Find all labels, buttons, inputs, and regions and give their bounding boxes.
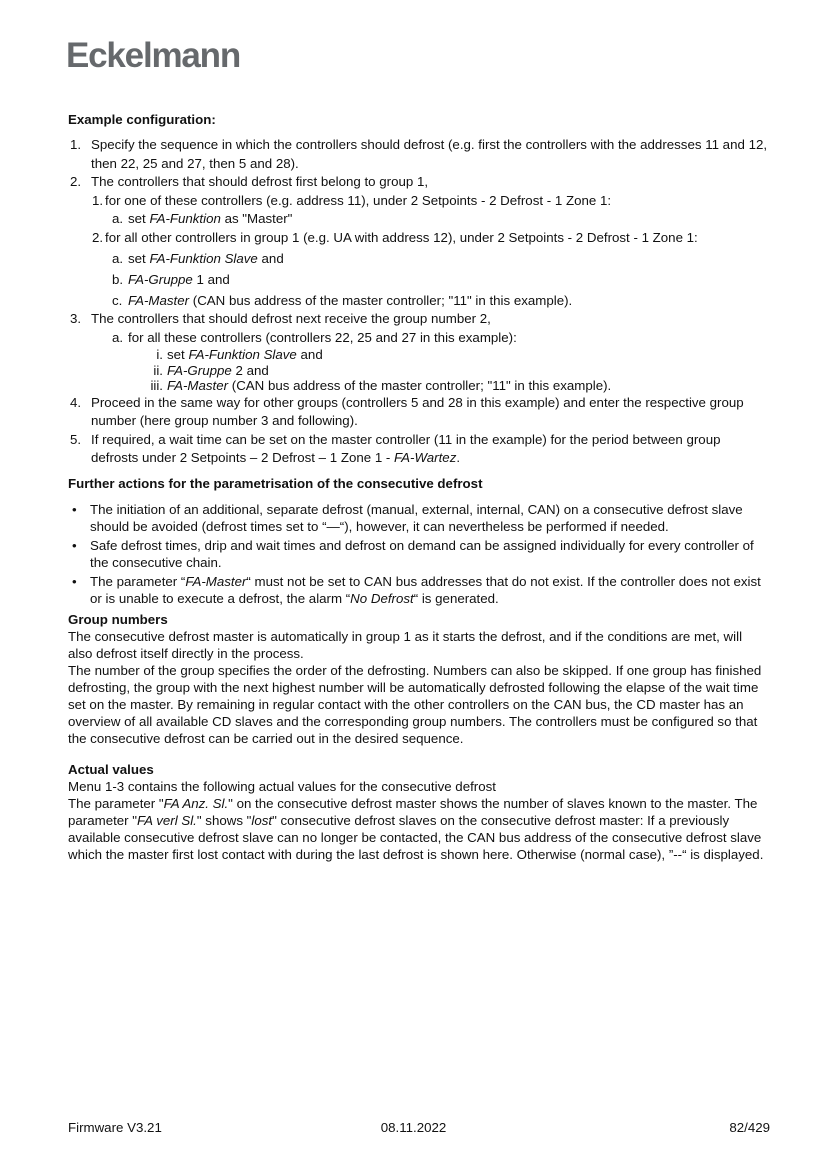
paragraph — [68, 795, 770, 863]
list-marker: iii. — [150, 378, 163, 393]
list-item — [68, 173, 770, 192]
paragraph — [68, 662, 770, 747]
list-item — [68, 210, 770, 229]
section-heading — [68, 111, 770, 128]
document-body — [68, 76, 770, 863]
text-run: FA-Funktion Slave — [188, 347, 297, 362]
list-marker: b. — [112, 271, 124, 287]
text-run: “ is generated. — [413, 590, 499, 606]
list-marker: a. — [112, 250, 124, 266]
list-item — [68, 394, 770, 431]
list-item — [68, 229, 770, 248]
list-marker: c. — [112, 292, 123, 308]
section-heading — [68, 761, 770, 778]
bullet-icon: • — [72, 537, 77, 553]
list-item — [68, 136, 770, 173]
brand-logo: Eckelmann — [66, 36, 241, 75]
list-item — [68, 310, 770, 329]
list-item — [68, 292, 770, 311]
list-item — [68, 250, 770, 269]
text-run: Safe defrost times, drip and wait times and defrost on demand can be assigned individually for every controller of the consecutive chain. — [90, 537, 754, 570]
page-footer — [0, 1119, 827, 1139]
text-run: “ must not be set to CAN bus addresses that do not exist. If the controller does not exist or is unable to execute a defrost, the alarm “ — [90, 573, 761, 606]
text-run: Example configuration: — [68, 112, 216, 127]
text-run: FA-Master — [167, 378, 229, 393]
text-run: Proceed in the same way for other groups (controllers 5 and 28 in this example) and enter the respective group number (here group number 3 and following). — [91, 394, 744, 428]
text-run: and — [296, 347, 323, 362]
text-run: " consecutive defrost slaves on the consecutive defrost master: If a previously available consecutive defrost slave can no longer be contacted, the CAN bus address of the consecutive defrost slave which the master first lost contact with during the last defrost is shown here. Otherwise (normal case), ”--“ is displayed. — [68, 812, 764, 862]
section-heading — [68, 611, 770, 628]
text-run: 2 and — [231, 362, 269, 378]
text-run: and — [257, 250, 284, 266]
list-item — [68, 271, 770, 290]
list-marker: i. — [156, 347, 163, 362]
text-run: Group numbers — [68, 611, 168, 627]
text-run: for one of these controllers (e.g. address 11), under 2 Setpoints - 2 Defrost - 1 Zone 1: — [105, 192, 612, 208]
list-item — [68, 363, 770, 379]
list-marker: 1. — [92, 192, 104, 208]
text-run: 1 and — [192, 271, 230, 287]
text-run: The initiation of an additional, separate defrost (manual, external, internal, CAN) on a consecutive defrost slave should be avoided (defrost times set to “—“), however, it can nevertheless be performed if needed. — [90, 501, 743, 534]
paragraph — [68, 628, 770, 662]
list-item — [68, 329, 770, 348]
list-item — [68, 347, 770, 363]
text-run: FA Anz. Sl. — [163, 795, 229, 811]
text-run: The parameter " — [68, 795, 164, 811]
text-run: FA-Master — [185, 573, 247, 589]
paragraph — [68, 778, 770, 795]
text-run: set — [128, 250, 150, 266]
text-run: The controllers that should defrost first belong to group 1, — [91, 174, 429, 189]
text-run: for all these controllers (controllers 22, 25 and 27 in this example): — [128, 329, 517, 345]
text-run: (CAN bus address of the master controller; "11" in this example). — [228, 378, 612, 393]
text-run: as "Master" — [220, 211, 293, 226]
footer-page-number: 82/429 — [729, 1120, 770, 1135]
list-item — [68, 537, 770, 571]
text-run: FA-Funktion — [149, 211, 221, 226]
list-marker: a. — [112, 211, 124, 226]
list-marker: 2. — [70, 174, 82, 189]
list-marker: 1. — [70, 137, 82, 152]
list-marker: 5. — [70, 431, 82, 447]
text-run: FA verl Sl. — [137, 812, 197, 828]
bullet-icon: • — [72, 573, 77, 589]
footer-date: 08.11.2022 — [380, 1120, 447, 1135]
list-item — [68, 431, 770, 468]
text-run: No Defrost — [350, 590, 414, 606]
list-marker: ii. — [153, 362, 163, 378]
text-run: FA-Wartez — [394, 450, 457, 465]
bullet-icon: • — [72, 501, 77, 517]
text-run: set — [167, 347, 189, 362]
text-run: FA-Gruppe — [128, 271, 193, 287]
list-item — [68, 501, 770, 535]
list-marker: 4. — [70, 394, 82, 410]
text-run: Specify the sequence in which the controllers should defrost (e.g. first the controllers with the addresses 11 and 12, then 22, 25 and 27, then 5 and 28). — [91, 137, 768, 171]
text-run: " shows " — [196, 812, 252, 828]
list-marker: 3. — [70, 311, 82, 326]
spacer — [68, 747, 770, 761]
text-run: If required, a wait time can be set on the master controller (11 in the example) for the period between group defrosts under 2 Setpoints – 2 Defrost – 1 Zone 1 - — [91, 431, 721, 465]
text-run: FA-Gruppe — [167, 362, 232, 378]
text-run: " on the consecutive defrost master shows the number of slaves known to the master. The parameter " — [68, 795, 758, 828]
section-heading — [68, 475, 770, 492]
text-run: The consecutive defrost master is automatically in group 1 as it starts the defrost, and if the conditions are met, will also defrost itself directly in the process. — [68, 628, 743, 661]
text-run: set — [128, 211, 150, 226]
text-run: Menu 1-3 contains the following actual values for the consecutive defrost — [68, 778, 496, 794]
list-marker: a. — [112, 329, 124, 345]
text-run: The number of the group specifies the order of the defrosting. Numbers can also be skipped. If one group has finished defrosting, the group with the next highest number will be automatically defrosted following the elapse of the wait time set on the master. By remaining in regular contact with the other controllers on the CAN bus, the CD master has an overview of all available CD slaves and the corresponding group numbers. The controllers must be configured so that the consecutive defrost can be carried out in the desired sequence. — [68, 662, 762, 746]
list-item — [68, 192, 770, 211]
footer-firmware-version: Firmware V3.21 — [68, 1120, 162, 1135]
list-item — [68, 573, 770, 607]
text-run: for all other controllers in group 1 (e.g. UA with address 12), under 2 Setpoints - 2 Defrost - 1 Zone 1: — [105, 229, 698, 245]
text-run: (CAN bus address of the master controller; "11" in this example). — [189, 292, 573, 308]
text-run: The controllers that should defrost next receive the group number 2, — [91, 311, 491, 326]
text-run: The parameter “ — [90, 573, 186, 589]
text-run: lost — [251, 812, 273, 828]
list-item — [68, 378, 770, 394]
text-run: FA-Master — [128, 292, 190, 308]
text-run: Actual values — [68, 761, 154, 777]
text-run: Further actions for the parametrisation of the consecutive defrost — [68, 475, 483, 491]
list-marker: 2. — [92, 229, 104, 245]
text-run: FA-Funktion Slave — [149, 250, 258, 266]
text-run: . — [456, 450, 461, 465]
